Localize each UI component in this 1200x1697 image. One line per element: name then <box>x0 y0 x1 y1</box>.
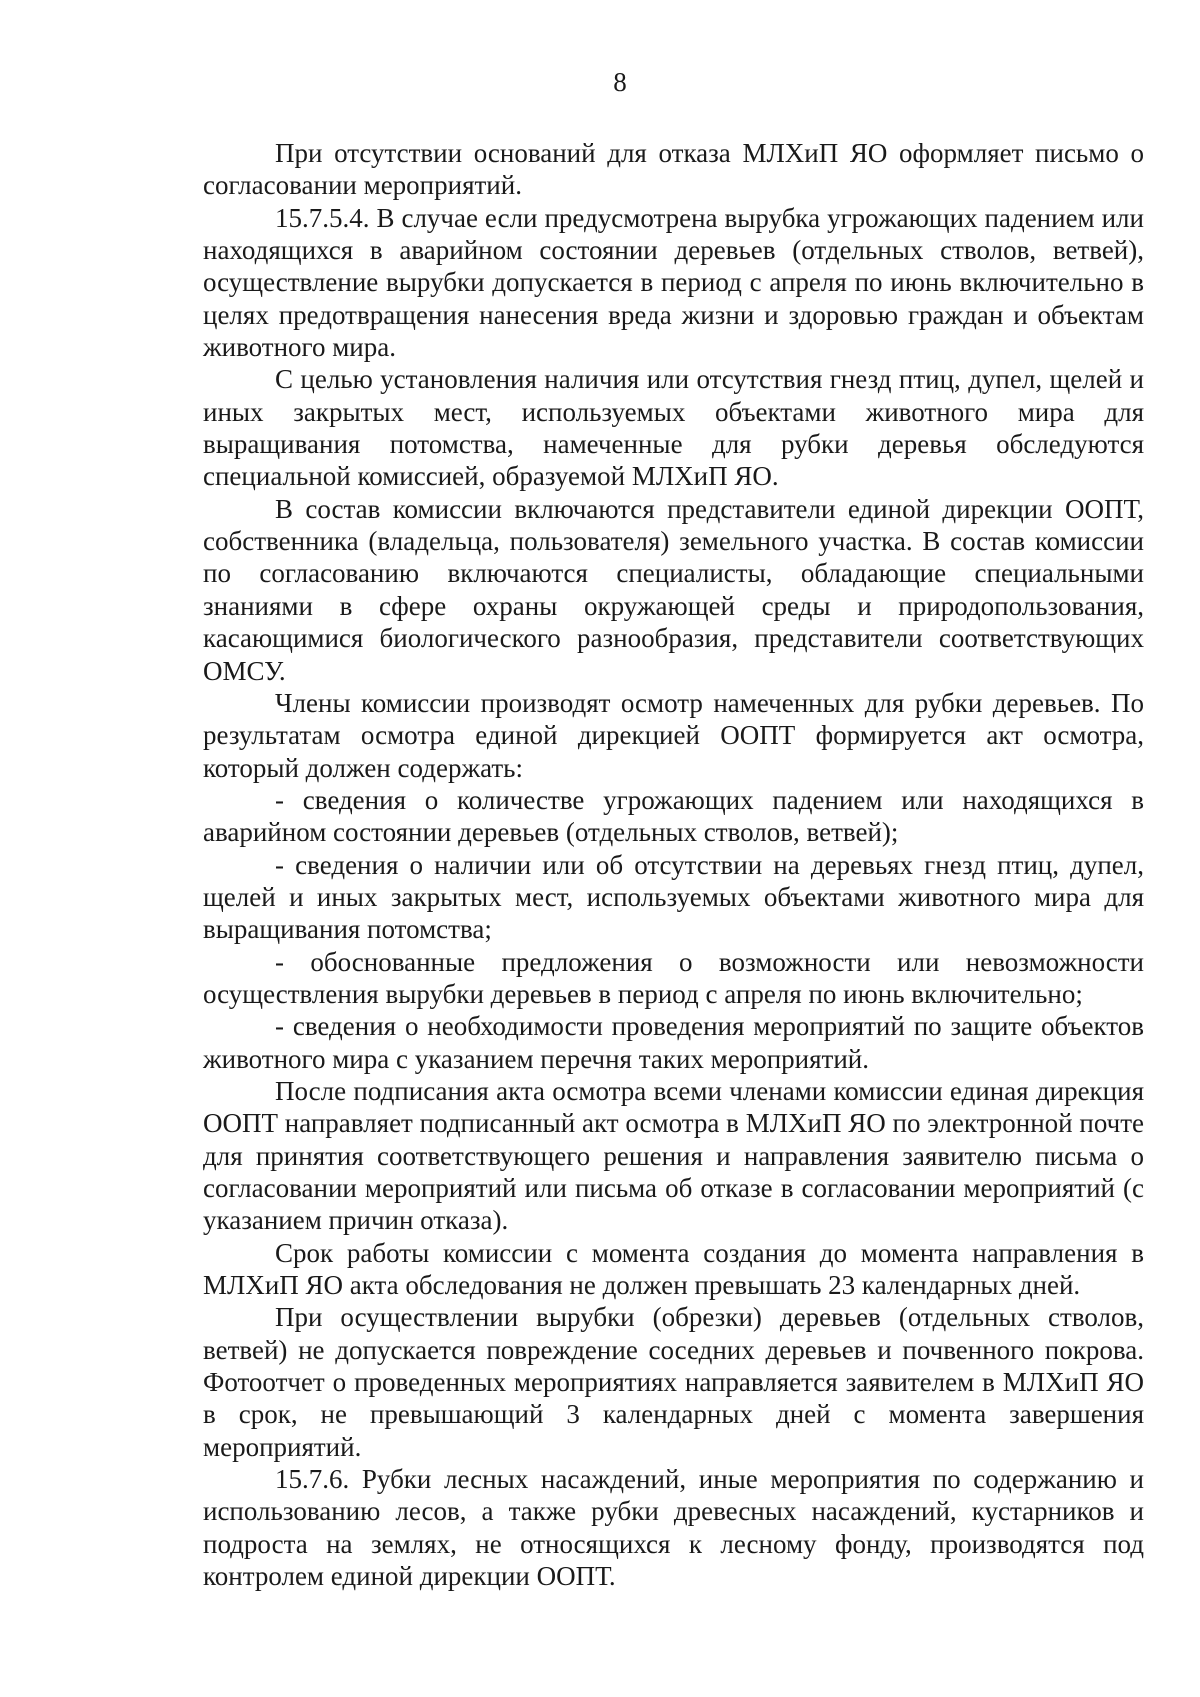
paragraph-approval-letter: При отсутствии оснований для отказа МЛХиП ЯО оформляет письмо о согласовании мероприятий. <box>203 138 1144 201</box>
list-item-protection-measures: - сведения о необходимости проведения мероприятий по защите объектов животного мира с указанием перечня таких мероприятий. <box>203 1011 1144 1074</box>
list-item-nests-presence: - сведения о наличии или об отсутствии на деревьях гнезд птиц, дупел, щелей и иных закрытых мест, используемых объектами животного мира для выращивания потомства; <box>203 849 1144 945</box>
paragraph-inspection-act: Члены комиссии производят осмотр намеченных для рубки деревьев. По результатам осмотра единой дирекцией ООПТ формируется акт осмотра, который должен содержать: <box>203 687 1144 783</box>
paragraph-15-7-6: 15.7.6. Рубки лесных насаждений, иные мероприятия по содержанию и использованию лесов, а также рубки древесных насаждений, кустарников и подроста на землях, не относящихся к лесному фонду, производятся под контролем единой дирекции ООПТ. <box>203 1464 1144 1592</box>
list-item-tree-count: - сведения о количестве угрожающих падением или находящихся в аварийном состоянии деревьев (отдельных стволов, ветвей); <box>203 784 1144 848</box>
list-item-felling-proposals: - обоснованные предложения о возможности или невозможности осуществления вырубки деревьев в период с апреля по июнь включительно; <box>203 946 1144 1009</box>
paragraph-15-7-5-4: 15.7.5.4. В случае если предусмотрена вырубка угрожающих падением или находящихся в аварийном состоянии деревьев (отдельных стволов, ветвей), осуществление вырубки допускается в период с апреля по июнь включительно в целях предотвращения нанесения вреда жизни и здоровью граждан и объектам животного мира. <box>203 202 1144 363</box>
paragraph-commission-composition: В состав комиссии включаются представители единой дирекции ООПТ, собственника (владельца, пользователя) земельного участка. В состав комиссии по согласованию включаются специалисты, обладающие специальными знаниями в сфере охраны окружающей среды и природопользования, касающимися биологического разнообразия, представители соответствующих ОМСУ. <box>203 493 1144 686</box>
document-body <box>203 137 1144 1592</box>
paragraph-commission-purpose: С целью установления наличия или отсутствия гнезд птиц, дупел, щелей и иных закрытых мест, используемых объектами животного мира для выращивания потомства, намеченные для рубки деревья обследуются специальной комиссией, образуемой МЛХиП ЯО. <box>203 364 1144 492</box>
paragraph-act-submission: После подписания акта осмотра всеми членами комиссии единая дирекция ООПТ направляет подписанный акт осмотра в МЛХиП ЯО по электронной почте для принятия соответствующего решения и направления заявителю письма о согласовании мероприятий или письма об отказе в согласовании мероприятий (с указанием причин отказа). <box>203 1075 1144 1236</box>
paragraph-commission-term: Срок работы комиссии с момента создания до момента направления в МЛХиП ЯО акта обследования не должен превышать 23 календарных дней. <box>203 1237 1144 1301</box>
paragraph-felling-requirements: При осуществлении вырубки (обрезки) деревьев (отдельных стволов, ветвей) не допускается повреждение соседних деревьев и почвенного покрова. Фотоотчет о проведенных мероприятиях направляется заявителем в МЛХиП ЯО в срок, не превышающий 3 календарных дней с момента завершения мероприятий. <box>203 1302 1144 1462</box>
page-number: 8 <box>613 67 627 97</box>
